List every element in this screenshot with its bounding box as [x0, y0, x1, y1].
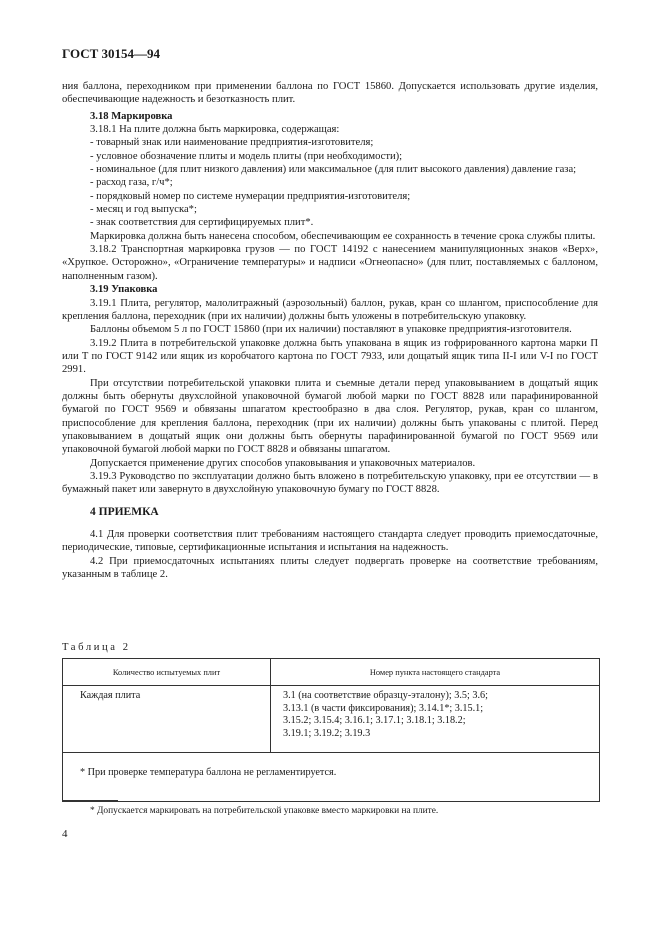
paragraph-no-consumer-packaging: При отсутствии потребительской упаковки плита и съемные детали перед упаковыванием в дощатый ящик должны быть обернуты двухслойной упаковочной бумагой любой марки по ГОСТ 8828 или парафинированной бумагой по ГОСТ 9569 и обвязаны шпагатом крестообразно в два слоя. Регулятор, рукав, кран со шлангом, приспособление для крепления баллона, переходник (при их наличии) должны быть упакованы с плитой. Перед упаковыванием в дощатый ящик они должны быть обернуты парафинированной бумагой по ГОСТ 9569 или упаковочной бумагой любой марки по ГОСТ 8828 и обвязаны шпагатом. — [62, 377, 598, 456]
paragraph-cylinders: Баллоны объемом 5 л по ГОСТ 15860 (при их наличии) поставляют в упаковке предприятия-изготовителя. — [90, 324, 572, 336]
paragraph-other-methods: Допускается применение других способов упаковывания и упаковочных материалов. — [90, 457, 476, 469]
body-text — [62, 80, 598, 581]
list-item: - условное обозначение плиты и модель плиты (при необходимости); — [90, 150, 403, 162]
table-cell-clauses — [271, 686, 600, 753]
table-row — [63, 686, 600, 753]
table-caption: Таблица 2 — [62, 642, 131, 653]
clause-line: 3.15.2; 3.15.4; 3.16.1; 3.17.1; 3.18.1; 3.18.2; — [283, 715, 466, 727]
table-note: * При проверке температура баллона не регламентируется. — [63, 753, 600, 802]
document-header: ГОСТ 30154—94 — [62, 46, 161, 61]
footnote: * Допускается маркировать на потребительской упаковке вместо маркировки на плите. — [90, 806, 439, 816]
section-heading-marking: 3.18 Маркировка — [90, 110, 173, 122]
list-item: - расход газа, г/ч*; — [90, 177, 173, 189]
page-number: 4 — [62, 828, 68, 840]
clause-line: 3.1 (на соответствие образцу-эталону); 3.5; 3.6; — [283, 690, 488, 701]
paragraph-4-1: 4.1 Для проверки соответствия плит требованиям настоящего стандарта следует проводить приемосдаточные, периодические, типовые, сертификационные испытания и испытания на надежность. — [62, 529, 598, 554]
footnote-divider — [62, 800, 118, 801]
paragraph-4-2: 4.2 При приемосдаточных испытаниях плиты следует подвергать проверке на соответствие требованиям, указанным в таблице 2. — [62, 555, 598, 581]
paragraph-3-19-3: 3.19.3 Руководство по эксплуатации должно быть вложено в потребительскую упаковку, при ее отсутствии — в бумажный пакет или завернуто в двухслойную упаковочную бумагу по ГОСТ 8828. — [62, 470, 598, 496]
table-header-clause: Номер пункта настоящего стандарта — [271, 659, 600, 686]
section-heading-acceptance: 4 ПРИЕМКА — [90, 505, 159, 518]
section-heading-packaging: 3.19 Упаковка — [90, 284, 158, 296]
paragraph-3-18-1: 3.18.1 На плите должна быть маркировка, содержащая: — [90, 124, 340, 136]
table-header-count: Количество испытуемых плит — [63, 659, 271, 686]
list-item: - номинальное (для плит низкого давления) или максимальное (для плит высокого давления) давление газа; — [90, 164, 577, 176]
paragraph-3-19-1: 3.19.1 Плита, регулятор, малолитражный (аэрозольный) баллон, рукав, кран со шлангом, приспособление для крепления баллона, переходник (при их наличии) должны быть уложены в потребительскую упаковку. — [62, 297, 598, 322]
list-item: - месяц и год выпуска*; — [90, 204, 197, 216]
clause-line: 3.19.1; 3.19.2; 3.19.3 — [283, 727, 371, 739]
paragraph-3-18-2: 3.18.2 Транспортная маркировка грузов — по ГОСТ 14192 с нанесением манипуляционных знаков «Верх», «Хрупкое. Осторожно», «Ограничение температуры» и надписи «Огнеопасно» (для плит, поставляемых с баллоном, наполненным газом). — [62, 244, 598, 282]
clause-line: 3.13.1 (в части фиксирования); 3.14.1*; 3.15.1; — [283, 702, 484, 714]
table-header-row — [63, 659, 600, 686]
table-note-row — [63, 753, 600, 802]
list-item: - порядковый номер по системе нумерации предприятия-изготовителя; — [90, 190, 411, 202]
list-item: - товарный знак или наименование предприятия-изготовителя; — [90, 137, 374, 149]
paragraph-marking-durability: Маркировка должна быть нанесена способом, обеспечивающим ее сохранность в течение срока службы плиты. — [90, 230, 596, 242]
list-item: - знак соответствия для сертифицируемых плит*. — [90, 217, 314, 229]
paragraph-3-19-2: 3.19.2 Плита в потребительской упаковке должна быть упакована в ящик из гофрированного картона марки П или Т по ГОСТ 9142 или ящик из коробчатого картона по ГОСТ 7933, или дощатый ящик типа II-I или V-I по ГОСТ 2991. — [62, 337, 598, 376]
paragraph-continuation: ния баллона, переходником при применении баллона по ГОСТ 15860. Допускается использовать другие изделия, обеспечивающие надежность и безотказность плит. — [62, 81, 598, 106]
table-2 — [62, 658, 600, 802]
table-cell-count: Каждая плита — [63, 686, 271, 753]
